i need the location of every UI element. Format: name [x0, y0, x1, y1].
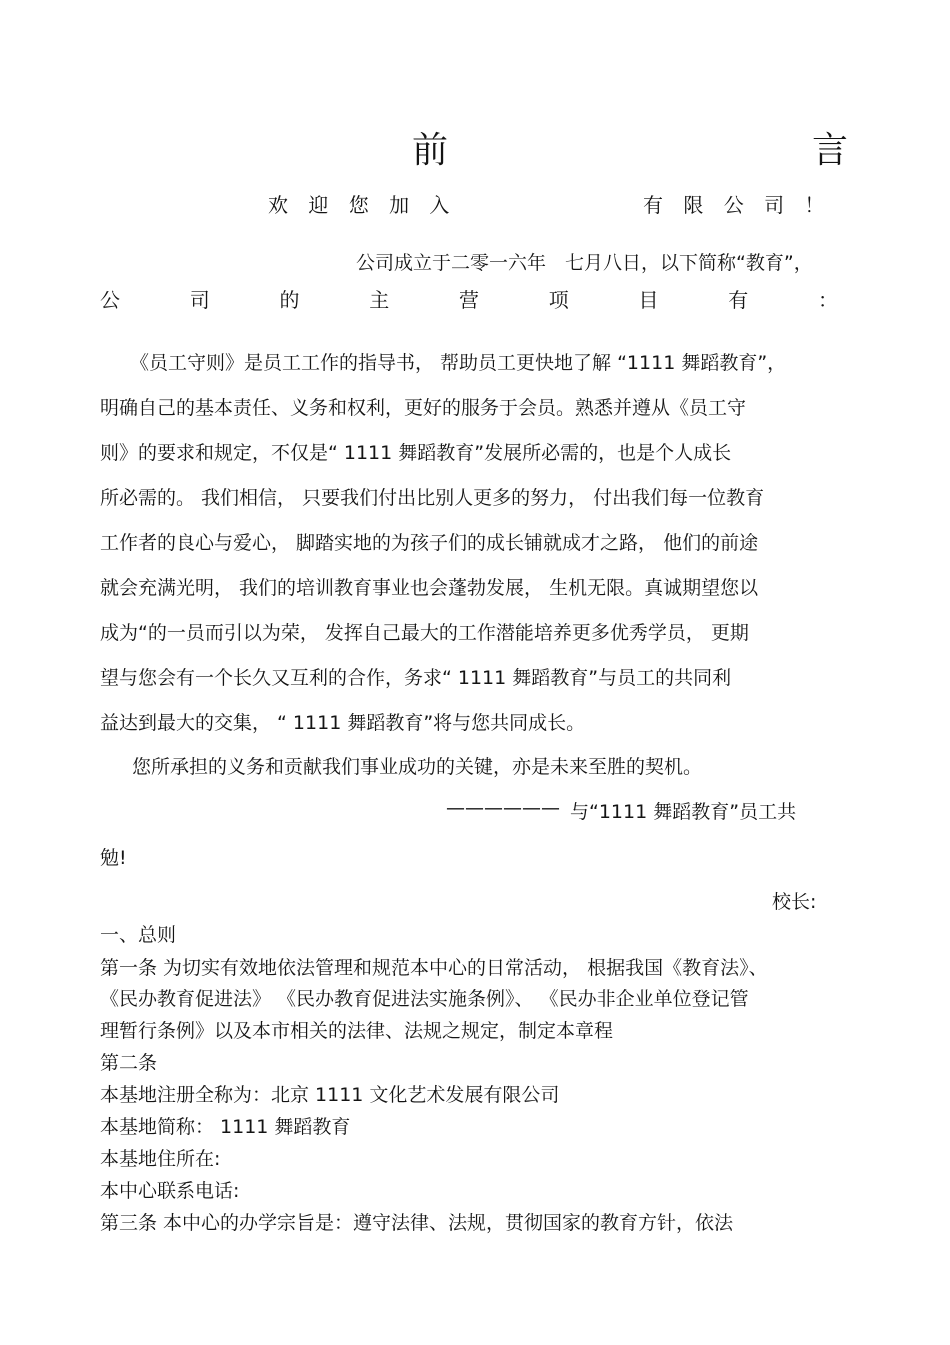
intro-line-1: 公司成立于二零一六年 七月八日，以下简称“教育”，: [356, 252, 813, 274]
chapter-line: 第二条: [100, 1052, 158, 1074]
chapter-heading: 一、总则: [100, 924, 177, 946]
intro-char: 的: [279, 288, 300, 312]
preface-line: 成为“的一员而引以为荣， 发挥自己最大的工作潜能培养更多优秀学员， 更期: [100, 622, 749, 644]
chapter-line: 第一条 为切实有效地依法管理和规范本中心的日常活动， 根据我国《教育法》、: [100, 957, 768, 979]
preface-paragraph-2: 您所承担的义务和贡献我们事业成功的关键，亦是未来至胜的契机。: [132, 756, 703, 778]
preface-line: 益达到最大的交集， “ 1111 舞蹈教育”将与您共同成长。: [100, 712, 586, 734]
signature-end: 勉!: [100, 847, 127, 869]
preface-line: 工作者的良心与爱心， 脚踏实地的为孩子们的成长铺就成才之路， 他们的前途: [100, 532, 759, 554]
chapter-line: 本基地简称： 1111 舞蹈教育: [100, 1116, 351, 1138]
intro-char: 主: [369, 288, 390, 312]
chapter-line: 第三条 本中心的办学宗旨是：遵守法律、法规，贯彻国家的教育方针，依法: [100, 1212, 734, 1234]
intro-char: 目: [638, 288, 659, 312]
preface-line: 所必需的。 我们相信， 只要我们付出比别人更多的努力， 付出我们每一位教育: [100, 487, 765, 509]
chapter-line: 本基地住所在:: [100, 1148, 221, 1170]
preface-line: 则》的要求和规定，不仅是“ 1111 舞蹈教育”发展所必需的，也是个人成长: [100, 442, 732, 464]
intro-char: 营: [459, 288, 479, 312]
chapter-line: 本中心联系电话:: [100, 1180, 240, 1202]
intro-char: 公: [100, 288, 120, 312]
chapter-line: 理暂行条例》以及本市相关的法律、法规之规定，制定本章程: [100, 1020, 614, 1042]
preface-line: 明确自己的基本责任、义务和权利，更好的服务于会员。熟悉并遵从《员工守: [100, 397, 747, 419]
chapter-line: 本基地注册全称为：北京 1111 文化艺术发展有限公司: [100, 1084, 560, 1106]
intro-char: 有: [728, 288, 749, 312]
intro-line-2: [100, 284, 838, 313]
preface-line: 望与您会有一个长久又互利的合作，务求“ 1111 舞蹈教育”与员工的共同利: [100, 667, 732, 689]
title-char-right: 言: [812, 130, 849, 171]
signature-dash: ——————: [446, 797, 560, 819]
intro-char: 项: [548, 288, 569, 312]
welcome-left: 欢 迎 您 加 入: [268, 193, 450, 217]
intro-char: 司: [189, 288, 210, 312]
signature-text: 与“1111 舞蹈教育”员工共: [570, 801, 797, 823]
principal-label: 校长:: [772, 891, 817, 913]
preface-line: 《员工守则》是员工工作的指导书， 帮助员工更快地了解 “1111 舞蹈教育”，: [130, 352, 787, 374]
chapter-line: 《民办教育促进法》 《民办教育促进法实施条例》、 《民办非企业单位登记管: [100, 988, 749, 1010]
preface-line: 就会充满光明， 我们的培训教育事业也会蓬勃发展， 生机无限。真诚期望您以: [100, 577, 759, 599]
welcome-right: 有 限 公 司 ！: [643, 193, 825, 217]
title-char-left: 前: [412, 130, 449, 171]
intro-char: ：: [818, 288, 838, 312]
